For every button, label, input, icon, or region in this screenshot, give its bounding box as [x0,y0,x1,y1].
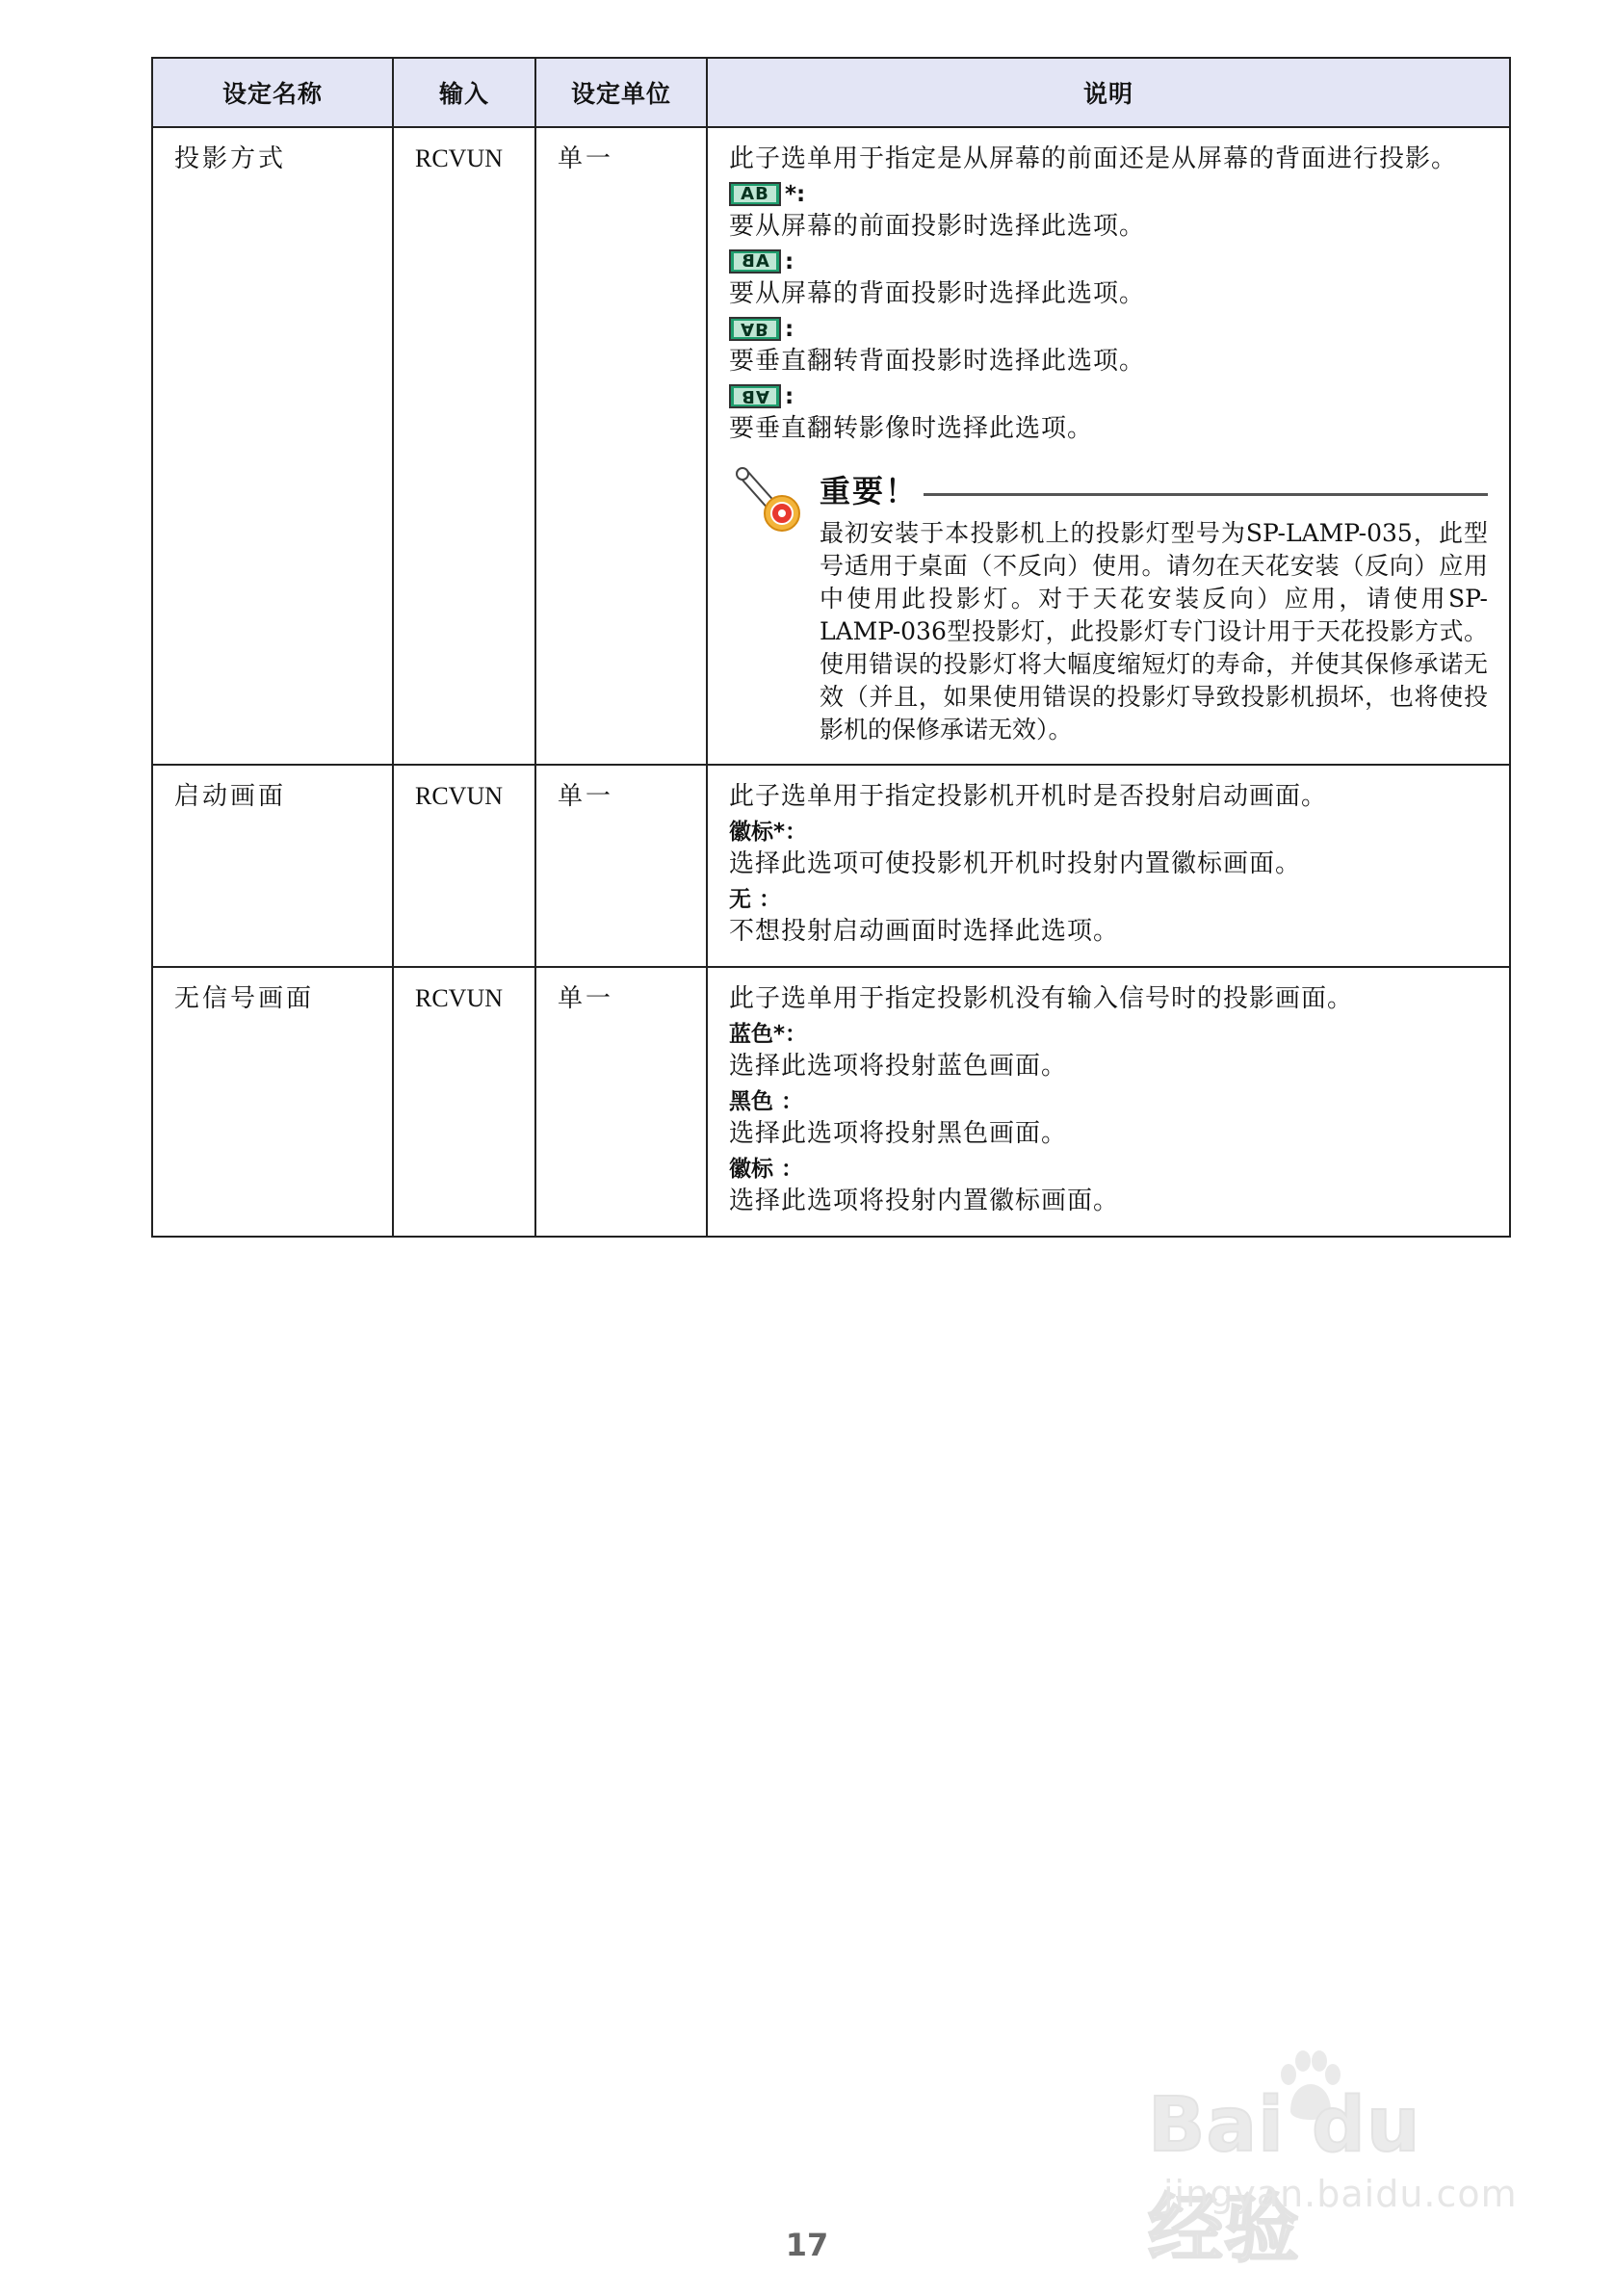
setting-input: RCVUN [393,127,535,765]
description-intro: 此子选单用于指定是从屏幕的前面还是从屏幕的背面进行投影。 [729,144,1458,173]
setting-name: 投影方式 [152,127,393,765]
front-projection-icon: AB [729,182,781,206]
option-text: 选择此选项将投射内置徽标画面。 [729,1187,1120,1215]
setting-name: 启动画面 [152,765,393,967]
page-number: 17 [785,2227,829,2263]
option-front-text: 要从屏幕的前面投影时选择此选项。 [729,212,1146,241]
option-label: 黑色 ： [729,1089,804,1114]
option-flip-text: 要垂直翻转影像时选择此选项。 [729,414,1094,443]
setting-unit: 单一 [535,127,707,765]
setting-input: RCVUN [393,967,535,1237]
header-description: 说明 [707,58,1510,127]
rear-projection-icon: AB [729,249,781,274]
important-text: 最初安装于本投影机上的投影灯型号为SP-LAMP-035，此型号适用于桌面（不反向）使用。请勿在天花安装（反向）应用中使用此投影灯。对于天花安装反向）应用，请使用SP-LAMP-036型投影灯，此投影灯专门设计用于天花投影方式。使用错误的投影灯将大幅度缩短灯的寿命，并使其保修承诺无效（并且，如果使用错误的投影灯导致投影机损坏，也将使投影机的保修承诺无效）。 [820,519,1488,744]
setting-unit: 单一 [535,967,707,1237]
watermark-url: jingyan.baidu.com [1163,2173,1518,2215]
option-front-label: AB *: [729,180,1488,209]
option-text: 不想投射启动画面时选择此选项。 [729,917,1120,946]
table-row-no-signal-screen [152,967,1510,1237]
option-text: 选择此选项将投射蓝色画面。 [729,1052,1068,1081]
important-title: 重要！ [820,473,919,509]
option-label: 徽标 ： [729,1157,804,1182]
important-header [820,467,1488,515]
table-row-startup-screen [152,765,1510,967]
table-header-row [152,58,1510,127]
option-rear-flip-text: 要垂直翻转背面投影时选择此选项。 [729,347,1146,376]
settings-table [151,57,1511,1238]
vertical-flip-icon: AB [729,384,781,408]
watermark-brand: Bai du 经验 [1148,2082,1421,2273]
option-text: 选择此选项可使投影机开机时投射内置徽标画面。 [729,849,1302,878]
option-label: 无 ： [729,887,782,912]
option-rear-flip-label: AB : [729,315,1488,344]
option-text: 选择此选项将投射黑色画面。 [729,1119,1068,1148]
setting-name: 无信号画面 [152,967,393,1237]
setting-unit: 单一 [535,765,707,967]
baidu-watermark [1134,2049,1518,2273]
setting-description [707,127,1510,765]
option-label: 徽标*： [729,820,808,845]
option-rear-text: 要从屏幕的背面投影时选择此选项。 [729,279,1146,308]
description-intro: 此子选单用于指定投影机开机时是否投射启动画面。 [729,782,1328,811]
header-setting-name: 设定名称 [152,58,393,127]
setting-description [707,765,1510,967]
option-flip-label: AB : [729,382,1488,411]
table-row-projection-mode [152,127,1510,765]
option-label: 蓝色*： [729,1022,808,1047]
description-intro: 此子选单用于指定投影机没有输入信号时的投影画面。 [729,984,1354,1013]
option-rear-label: AB : [729,248,1488,276]
important-pin-icon [734,467,809,535]
setting-input: RCVUN [393,765,535,967]
header-setting-unit: 设定单位 [535,58,707,127]
important-note [734,467,1488,746]
important-rule [924,493,1488,496]
rear-vertical-flip-icon: AB [729,317,781,341]
setting-description [707,967,1510,1237]
header-input: 输入 [393,58,535,127]
